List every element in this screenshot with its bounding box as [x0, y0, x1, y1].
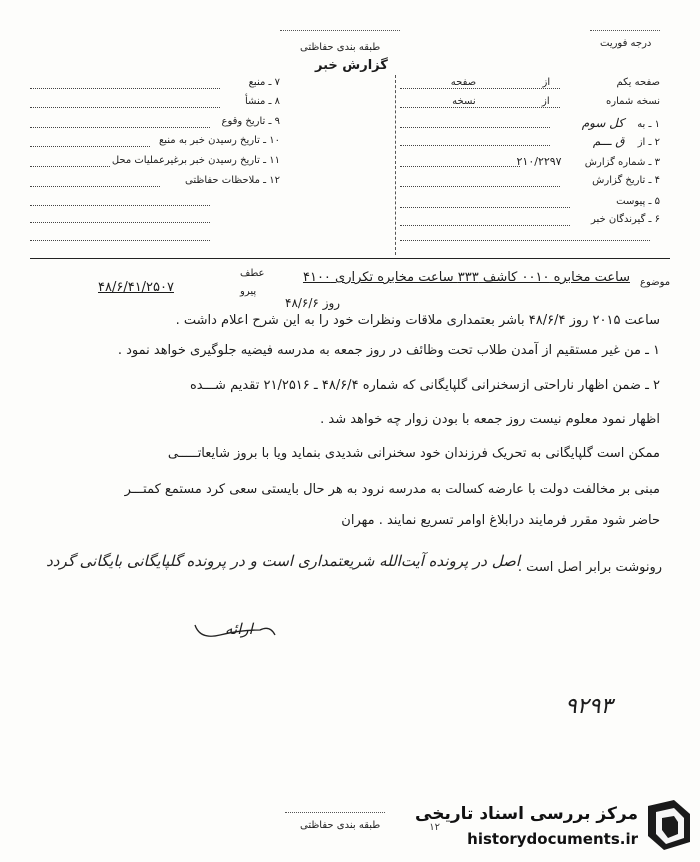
- dots-l8: [30, 222, 210, 223]
- watermark-url: historydocuments.ir: [467, 830, 638, 848]
- dots-r9: [400, 240, 650, 241]
- field-to: [582, 116, 660, 130]
- dots-r4: [400, 145, 550, 146]
- form-title: گزارش خبر: [315, 58, 388, 73]
- field-recipients: ۶ ـ گیرندگان خبر: [590, 214, 660, 225]
- dots-l6: [30, 186, 160, 187]
- classification-top-underline: [280, 30, 400, 31]
- field-news-to-ops-date: ۱۱ ـ تاریخ رسیدن خبر برغیرعملیات محل: [111, 155, 280, 166]
- field-report-number: [517, 155, 660, 168]
- classification-bottom: طبقه بندی حفاظتی: [300, 820, 381, 831]
- field-copy: [400, 96, 660, 107]
- field-report-number-value: ۲۱۰/۲۲۹۷: [516, 155, 562, 168]
- dots-r1: [400, 88, 560, 89]
- subject-date: روز ۴۸/۶/۶: [285, 296, 341, 310]
- watermark-site-name: مرکز بررسی اسناد تاریخی: [415, 804, 638, 824]
- urgency-box: [590, 30, 660, 31]
- dots-l9: [30, 240, 210, 241]
- copy-note: رونوشت برابر اصل است .: [517, 560, 662, 575]
- dots-r2: [400, 107, 560, 108]
- dots-l5: [30, 166, 110, 167]
- field-page-of: از: [542, 77, 551, 88]
- field-copy-of: از: [542, 96, 550, 107]
- watermark-number: ۱۲: [429, 822, 440, 833]
- field-attachment: ۵ ـ پیوست: [616, 196, 660, 207]
- dots-l4: [30, 146, 150, 147]
- field-page-label: صفحه یکم: [616, 77, 660, 88]
- field-page-unit: صفحه: [450, 77, 477, 88]
- body-line-1: ساعت ۲۰۱۵ روز ۴۸/۶/۴ باشر بعتمداری ملاقات ونظرات خود را به این شرح اعلام داشت .: [175, 313, 660, 328]
- handwritten-signature: ارائه: [225, 620, 253, 638]
- body-line-2: ۱ ـ من غیر مستقیم از آمدن طلاب تحت وظائف در روز جمعه به مدرسه فیضیه جلوگیری خواهد نمود .: [117, 343, 660, 358]
- watermark-logo-icon: [640, 796, 696, 856]
- subject-code-top: عطف: [240, 268, 265, 279]
- subject-label: موضوع: [640, 277, 671, 288]
- field-origin: ۸ ـ منشأ: [244, 96, 280, 107]
- watermark: [415, 790, 700, 862]
- field-copy-label: نسخه شماره: [606, 96, 660, 107]
- body-line-4: اظهار نمود معلوم نیست روز جمعه با بودن زوار چه خواهد شد .: [320, 412, 660, 427]
- dots-l1: [30, 88, 220, 89]
- body-line-3: ۲ ـ ضمن اظهار ناراحتی ازسخنرانی گلپایگانی که شماره ۴۸/۶/۴ ـ ۲۱/۲۵۱۶ تقدیم شـــده: [189, 378, 660, 393]
- field-news-to-source-date: ۱۰ ـ تاریخ رسیدن خبر به منبع: [158, 135, 280, 146]
- dots-l2: [30, 107, 220, 108]
- dots-r3: [400, 127, 550, 128]
- form-divider: [395, 75, 396, 255]
- field-report-date: ۴ ـ تاریخ گزارش: [592, 175, 660, 186]
- field-to-label: ۱ ـ به: [637, 119, 660, 130]
- field-source: ۷ ـ منبع: [248, 77, 280, 88]
- classification-bottom-line: [285, 812, 385, 813]
- subject-code-bottom: پیرو: [240, 286, 257, 297]
- field-report-number-label: ۳ ـ شماره گزارش: [584, 157, 660, 168]
- dots-r8: [400, 225, 570, 226]
- body-line-6: مبنی بر مخالفت دولت با عارضه کسالت به مدرسه نرود به هر حال بایستی سعی کرد مستمع کمتـــر: [124, 482, 660, 497]
- handwritten-note: اصل در پرونده آیت‌الله شریعتمداری است و در پرونده گلپایگانی بایگانی گردد: [46, 552, 520, 570]
- document-number: ۹۲۹۳: [565, 694, 613, 719]
- field-to-value: کل سوم: [581, 116, 624, 130]
- field-security-notes: ۱۲ ـ ملاحظات حفاظتی: [185, 175, 280, 186]
- field-from-value: ق ـــم: [592, 134, 625, 148]
- body-line-7: حاضر شود مقرر فرمایند درابلاغ اوامر تسریع نمایند . مهران: [341, 513, 660, 528]
- dots-l7: [30, 205, 210, 206]
- dots-r7: [400, 207, 570, 208]
- header-rule: [30, 258, 670, 259]
- dots-l3: [30, 127, 210, 128]
- field-copy-unit: نسخه: [452, 96, 476, 107]
- field-from-label: ۲ ـ از: [637, 137, 660, 148]
- field-event-date: ۹ ـ تاریخ وقوع: [221, 116, 280, 127]
- dots-r6: [400, 186, 560, 187]
- subject-text: ساعت مخابره ۰۰۱۰ کاشف ۳۳۳ ساعت مخابره تکراری ۴۱۰۰: [302, 270, 630, 285]
- dots-r5: [400, 166, 520, 167]
- field-page: [400, 77, 660, 88]
- field-from: [593, 134, 660, 148]
- signature-stroke: [190, 605, 280, 645]
- urgency-label: درجه فوریت: [600, 38, 652, 49]
- subject-ref: ۴۸/۶/۴۱/۲۵۰۷: [98, 280, 174, 295]
- body-line-5: ممکن است گلپایگانی به تحریک فرزندان خود سخنرانی شدیدی بنماید ویا با بروز شایعاتـــــی: [167, 446, 660, 461]
- classification-top: طبقه بندی حفاظتی: [300, 42, 381, 53]
